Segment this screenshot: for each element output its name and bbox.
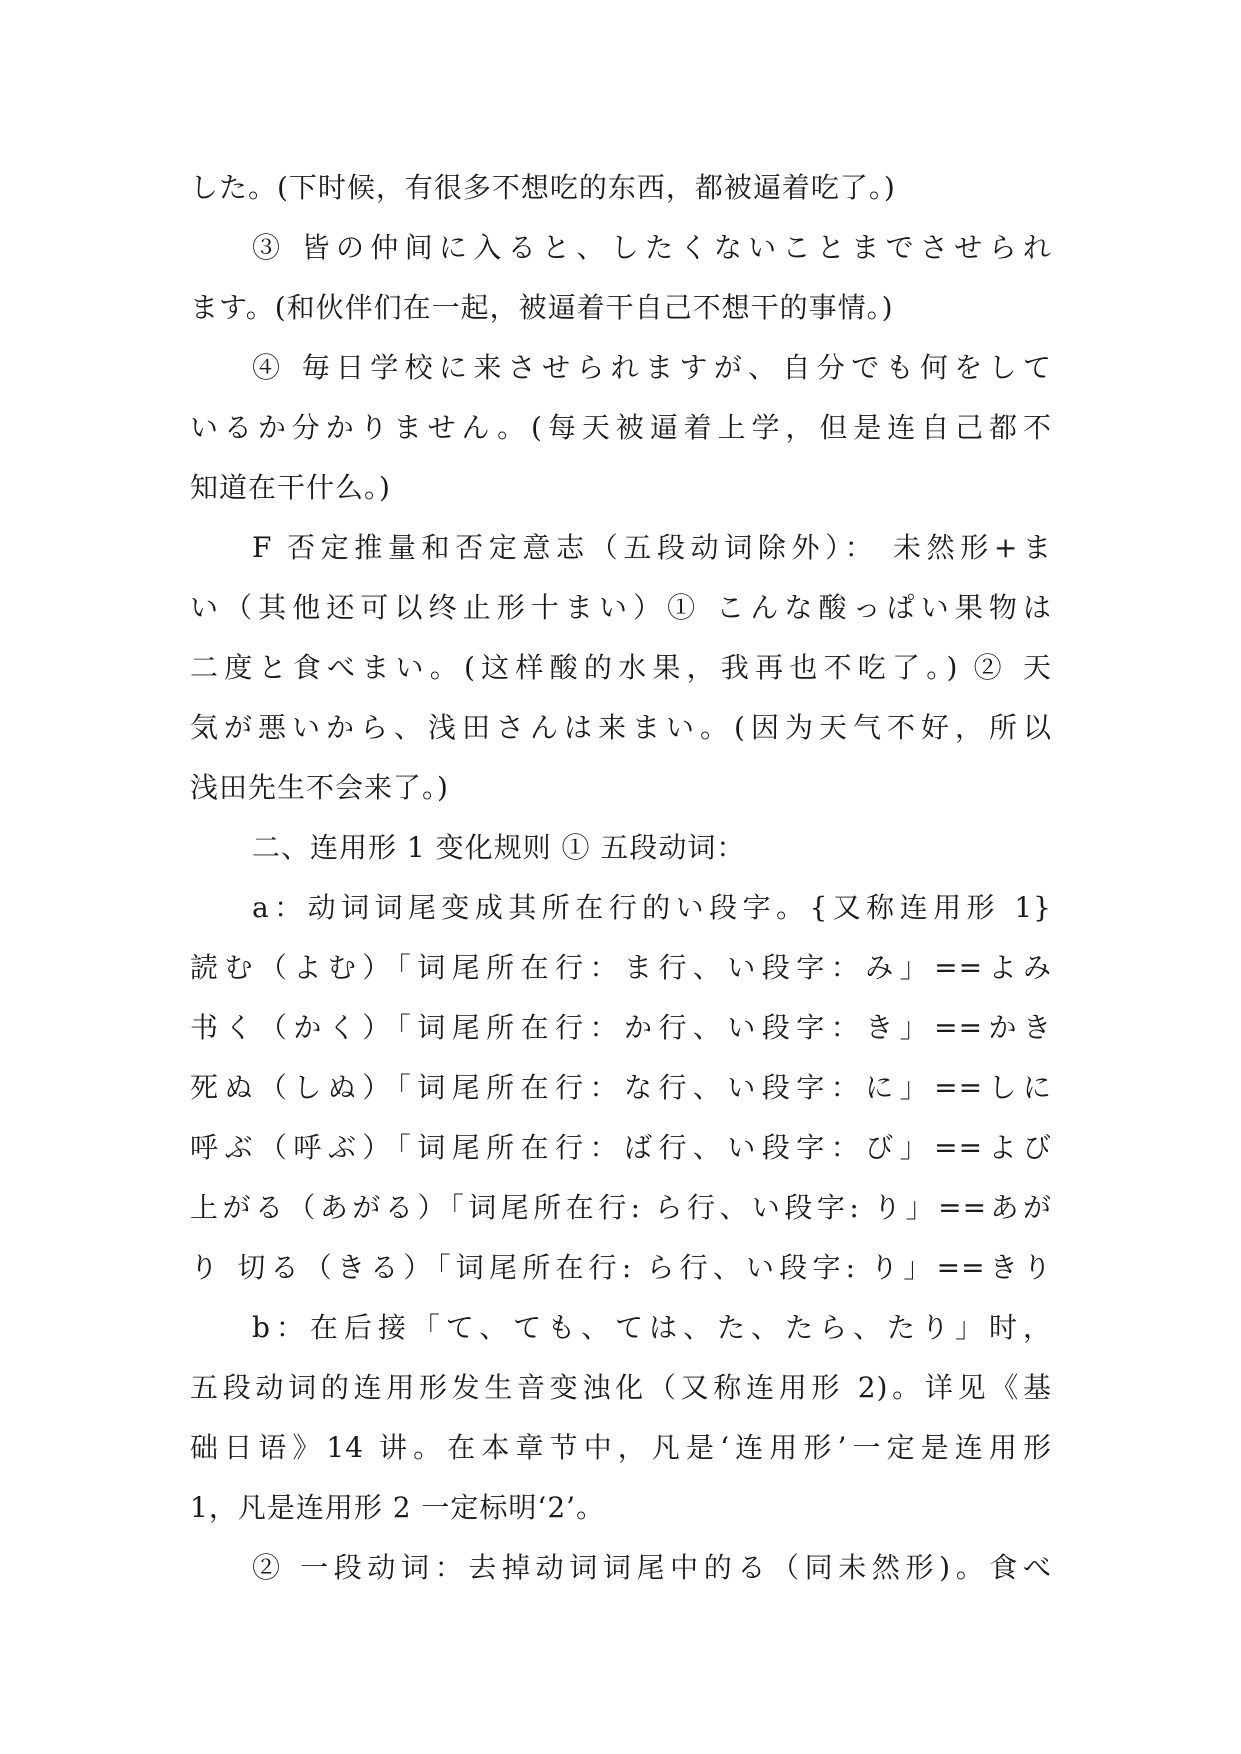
text-line: ② 一段动词：去掉动词词尾中的る（同未然形)。食べ xyxy=(252,1551,1052,1584)
text-line: 础日语》14 讲。在本章节中，凡是‘连用形’一定是连用形 xyxy=(190,1431,1052,1464)
text-line: 呼ぶ（呼ぶ）「词尾所在行：ば行、い段字：び」==よび xyxy=(190,1131,1052,1164)
text-line: b：在后接「て、ても、ては、た、たら、たり」时， xyxy=(252,1311,1052,1344)
text-line: ③ 皆の仲间に入ると、したくないことまでさせられ xyxy=(252,231,1052,264)
text-line: 五段动词的连用形发生音变浊化（又称连用形 2)。详见《基 xyxy=(190,1371,1052,1404)
text-line: り 切る（きる）「词尾所在行: ら行、い段字: り」==きり xyxy=(190,1251,1052,1284)
text-line: い（其他还可以终止形十まい）① こんな酸っぱい果物は xyxy=(190,591,1052,624)
text-line: した。(下时候，有很多不想吃的东西，都被逼着吃了。) xyxy=(190,171,896,204)
text-line: 死ぬ（しぬ）「词尾所在行：な行、い段字：に」==しに xyxy=(190,1071,1052,1104)
text-line: 上がる（あがる）「词尾所在行: ら行、い段字: り」==あが xyxy=(190,1191,1052,1224)
text-line: a：动词词尾变成其所在行的い段字。{又称连用形 1} xyxy=(252,891,1052,924)
text-line: ④ 毎日学校に来させられますが、自分でも何をして xyxy=(252,351,1052,384)
text-line: 浅田先生不会来了。) xyxy=(190,771,449,804)
text-line: 知道在干什么。) xyxy=(190,471,391,504)
body-text xyxy=(190,158,1052,1598)
text-line: 1，凡是连用形 2 一定标明‘2’。 xyxy=(190,1491,606,1524)
text-line: F 否定推量和否定意志（五段动词除外）： 未然形+ま xyxy=(252,531,1052,564)
text-line: いるか分かりません。(每天被逼着上学，但是连自己都不 xyxy=(190,411,1052,444)
text-line: 书く（かく）「词尾所在行：か行、い段字：き」==かき xyxy=(190,1011,1052,1044)
text-line: 二度と食べまい。(这样酸的水果，我再也不吃了。) ② 天 xyxy=(190,651,1052,684)
text-line: 気が悪いから、浅田さんは来まい。(因为天气不好，所以 xyxy=(190,711,1052,744)
text-line: 二、连用形 1 变化规则 ① 五段动词： xyxy=(252,831,746,864)
text-line: ます。(和伙伴们在一起，被逼着干自己不想干的事情。) xyxy=(190,291,894,324)
text-line: 読む（よむ）「词尾所在行：ま行、い段字：み」==よみ xyxy=(190,951,1052,984)
